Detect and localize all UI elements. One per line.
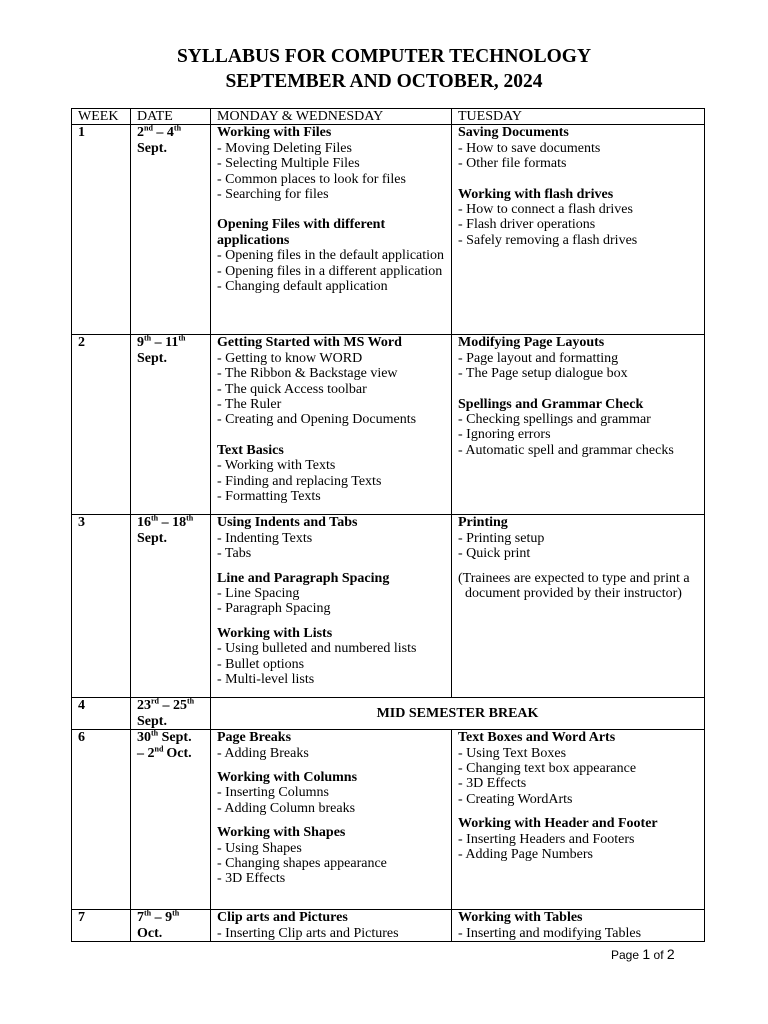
topic-item: - The Ruler — [217, 397, 282, 413]
header-monday-wednesday: MONDAY & WEDNESDAY — [211, 109, 452, 125]
topic-item: - Adding Breaks — [217, 745, 309, 761]
date-end-suffix: th — [186, 513, 194, 523]
page-number: 1 — [642, 946, 651, 962]
topic-item: - Formatting Texts — [217, 489, 321, 505]
date-range — [137, 910, 204, 925]
date-end-suffix: th — [178, 333, 186, 343]
date-range — [137, 125, 204, 140]
table-row — [72, 698, 705, 730]
date-end-day: 2 — [147, 745, 155, 761]
topic-item: - Tabs — [217, 546, 252, 562]
date-cell — [131, 730, 211, 910]
date-end-day: 4 — [166, 125, 174, 141]
table-row — [72, 125, 705, 335]
section-gap — [217, 761, 445, 770]
section-heading: Modifying Page Layouts — [458, 335, 605, 351]
header-date: DATE — [131, 109, 211, 125]
table-row — [72, 515, 705, 698]
topic-item: - Automatic spell and grammar checks — [458, 442, 674, 458]
topic-item: - Adding Page Numbers — [458, 847, 593, 863]
topic-item: - How to save documents — [458, 140, 601, 156]
date-cell — [131, 125, 211, 335]
header-week: WEEK — [72, 109, 131, 125]
date-end-day: 11 — [165, 335, 179, 351]
section-heading: Working with Tables — [458, 910, 583, 926]
section-gap — [458, 562, 698, 571]
week-cell: 1 — [72, 125, 131, 335]
topic-item: - Moving Deleting Files — [217, 140, 352, 156]
section-heading: Printing — [458, 515, 508, 531]
section-heading: Working with Columns — [217, 770, 358, 786]
monday-wednesday-cell — [211, 730, 452, 910]
date-end-day: 9 — [165, 910, 173, 926]
topic-item: - Bullet options — [217, 656, 305, 672]
date-cell — [131, 910, 211, 942]
date-start-day: 23 — [137, 698, 151, 714]
monday-wednesday-cell — [211, 335, 452, 515]
section-gap — [217, 617, 445, 626]
section-gap — [458, 172, 698, 187]
topic-item: - How to connect a flash drives — [458, 202, 633, 218]
topic-item: - The Ribbon & Backstage view — [217, 366, 398, 382]
date-cell — [131, 698, 211, 730]
topic-item: - Paragraph Spacing — [217, 601, 331, 617]
date-start-day: 9 — [137, 335, 144, 351]
document-title — [0, 44, 768, 94]
date-month: Oct. — [166, 745, 192, 761]
topic-item: - Changing text box appearance — [458, 761, 637, 777]
section-heading: Using Indents and Tabs — [217, 515, 358, 531]
topic-item: - Printing setup — [458, 530, 545, 546]
tuesday-cell — [452, 125, 705, 335]
week-cell: 7 — [72, 910, 131, 942]
date-month: Sept. — [137, 140, 167, 156]
date-range — [137, 515, 204, 530]
topic-item: - Inserting Columns — [217, 785, 329, 801]
section-gap — [217, 816, 445, 825]
date-dash: – — [137, 745, 148, 761]
section-heading: Working with Shapes — [217, 825, 346, 841]
date-start-suffix: nd — [144, 123, 153, 133]
mid-semester-break: MID SEMESTER BREAK — [211, 698, 705, 730]
date-separator: – — [159, 698, 173, 714]
date-start-day: 16 — [137, 515, 151, 531]
date-month: Sept. — [137, 350, 167, 366]
section-gap — [458, 382, 698, 397]
topic-item: - The Page setup dialogue box — [458, 366, 628, 382]
section-heading: Clip arts and Pictures — [217, 910, 348, 926]
topic-item: - Safely removing a flash drives — [458, 232, 638, 248]
topic-item: - Getting to know WORD — [217, 350, 363, 366]
date-start-day: 30 — [137, 730, 151, 746]
page-total: 2 — [666, 946, 675, 962]
topic-item: - Line Spacing — [217, 586, 300, 602]
section-heading: Line and Paragraph Spacing — [217, 570, 390, 586]
monday-wednesday-cell — [211, 910, 452, 942]
date-end-suffix: th — [187, 696, 195, 706]
of-word: of — [653, 948, 664, 962]
date-start-day: 7 — [137, 910, 144, 926]
date-month: Sept. — [137, 713, 167, 729]
syllabus-table — [71, 108, 705, 942]
section-gap — [217, 202, 445, 217]
topic-item: - Inserting Clip arts and Pictures — [217, 925, 399, 941]
header-tuesday: TUESDAY — [452, 109, 705, 125]
topic-item: - Flash driver operations — [458, 217, 596, 233]
topic-item: - Changing shapes appearance — [217, 856, 387, 872]
table-row — [72, 910, 705, 942]
table-row — [72, 730, 705, 910]
topic-item: - 3D Effects — [458, 776, 527, 792]
date-start-day: 2 — [137, 125, 144, 141]
topic-item: - Multi-level lists — [217, 672, 315, 688]
section-heading: Working with flash drives — [458, 186, 614, 202]
date-range — [137, 698, 204, 713]
section-heading: Working with Header and Footer — [458, 816, 658, 832]
tuesday-cell — [452, 730, 705, 910]
topic-item: - Finding and replacing Texts — [217, 473, 382, 489]
topic-item: - The quick Access toolbar — [217, 381, 367, 397]
date-separator: Sept. — [158, 730, 192, 746]
date-cell — [131, 515, 211, 698]
topic-item: - Using Shapes — [217, 840, 302, 856]
section-gap — [217, 562, 445, 571]
date-start-suffix: rd — [151, 696, 159, 706]
topic-item: - Opening files in a different application — [217, 263, 443, 279]
title-line-1: SYLLABUS FOR COMPUTER TECHNOLOGY — [176, 46, 592, 67]
page-word: Page — [611, 948, 640, 962]
section-heading: Page Breaks — [217, 730, 292, 746]
date-end — [137, 743, 204, 761]
section-gap — [217, 428, 445, 443]
topic-item: - Page layout and formatting — [458, 350, 619, 366]
page-footer — [611, 946, 675, 962]
week-cell: 2 — [72, 335, 131, 515]
date-start-suffix: th — [144, 908, 152, 918]
tuesday-cell — [452, 335, 705, 515]
topic-item: - Working with Texts — [217, 458, 336, 474]
section-heading: Spellings and Grammar Check — [458, 396, 644, 412]
date-separator: – — [151, 335, 166, 351]
topic-item: - Common places to look for files — [217, 171, 406, 187]
topic-item: - 3D Effects — [217, 871, 286, 887]
topic-item: - Using bulleted and numbered lists — [217, 641, 417, 657]
topic-item: - Other file formats — [458, 156, 567, 172]
topic-item: - Opening files in the default application — [217, 248, 445, 264]
date-month: Oct. — [137, 925, 163, 941]
topic-item: - Creating and Opening Documents — [217, 412, 417, 428]
date-start-suffix: th — [151, 728, 159, 738]
date-separator: – — [158, 515, 173, 531]
table-header-row — [72, 109, 705, 125]
topic-item: - Creating WordArts — [458, 791, 573, 807]
section-heading: Working with Lists — [217, 625, 333, 641]
topic-item: - Ignoring errors — [458, 427, 551, 443]
date-end-suffix: th — [172, 908, 180, 918]
topic-item: - Searching for files — [217, 187, 329, 203]
date-range — [137, 730, 204, 745]
date-separator: – — [151, 910, 166, 926]
topic-item: (Trainees are expected to type and print a document provided by their instructor) — [458, 570, 690, 602]
section-heading: Saving Documents — [458, 125, 569, 141]
date-month: Sept. — [137, 530, 167, 546]
topic-item: - Checking spellings and grammar — [458, 412, 651, 428]
table-body — [72, 125, 705, 942]
topic-item: - Changing default application — [217, 279, 388, 295]
date-end-day: 18 — [172, 515, 187, 531]
section-gap — [458, 807, 698, 816]
topic-item: - Using Text Boxes — [458, 745, 567, 761]
topic-item: - Adding Column breaks — [217, 800, 356, 816]
week-cell: 4 — [72, 698, 131, 730]
section-heading: Working with Files — [217, 125, 332, 141]
topic-item: - Indenting Texts — [217, 530, 313, 546]
week-cell: 3 — [72, 515, 131, 698]
monday-wednesday-cell — [211, 125, 452, 335]
section-heading: Text Boxes and Word Arts — [458, 730, 616, 746]
date-cell — [131, 335, 211, 515]
section-heading: Opening Files with different applications — [217, 217, 386, 248]
topic-item: - Quick print — [458, 546, 531, 562]
table-row — [72, 335, 705, 515]
section-heading: Text Basics — [217, 442, 284, 458]
date-end-suffix: nd — [154, 743, 164, 753]
topic-item: - Selecting Multiple Files — [217, 156, 360, 172]
title-line-2: SEPTEMBER AND OCTOBER, 2024 — [225, 71, 543, 92]
tuesday-cell — [452, 910, 705, 942]
monday-wednesday-cell — [211, 515, 452, 698]
date-end-suffix: th — [173, 123, 182, 133]
topic-item: - Inserting Headers and Footers — [458, 831, 635, 847]
section-heading: Getting Started with MS Word — [217, 335, 402, 351]
date-start-suffix: th — [144, 333, 152, 343]
date-separator: – — [152, 125, 167, 141]
week-cell: 6 — [72, 730, 131, 910]
date-range — [137, 335, 204, 350]
tuesday-cell — [452, 515, 705, 698]
topic-item: - Inserting and modifying Tables — [458, 925, 642, 941]
date-start-suffix: th — [151, 513, 159, 523]
date-end-day: 25 — [173, 698, 187, 714]
